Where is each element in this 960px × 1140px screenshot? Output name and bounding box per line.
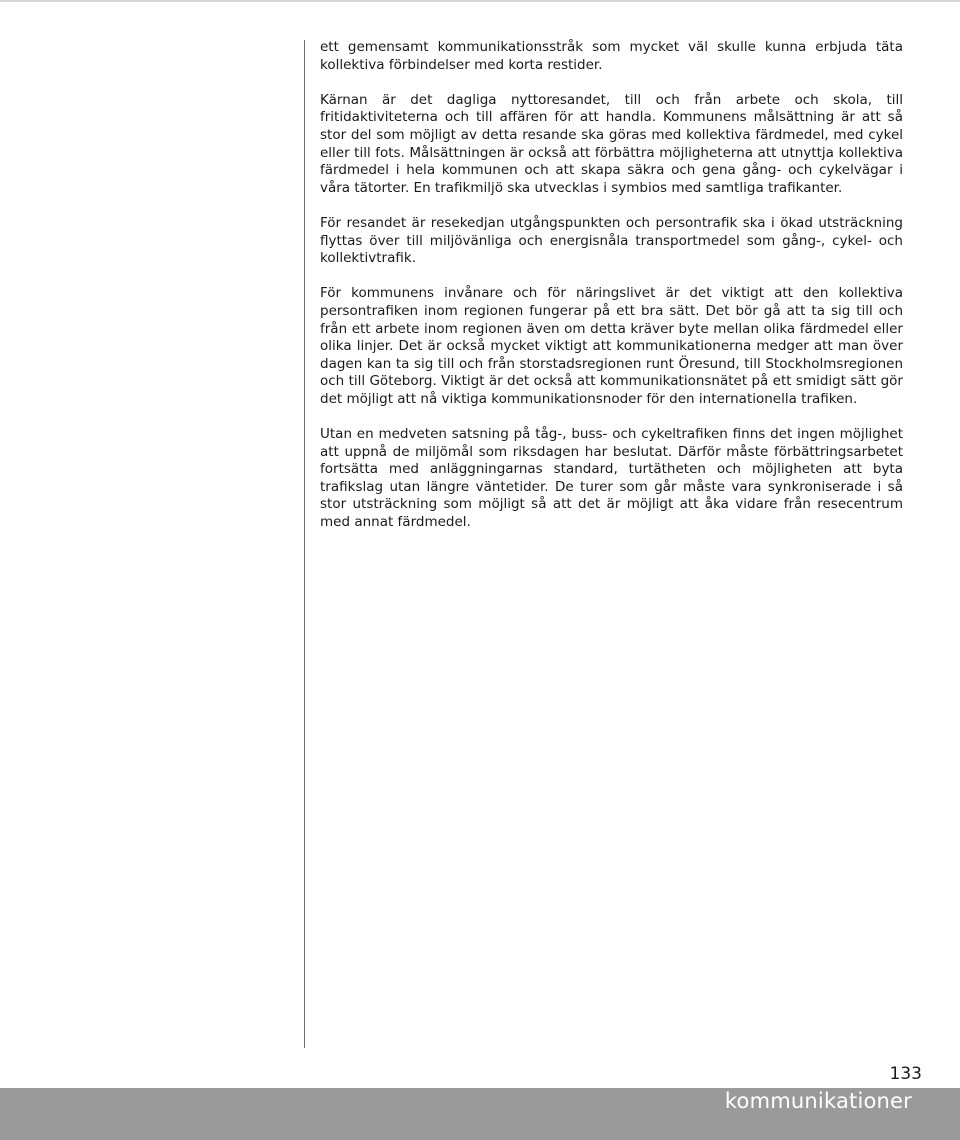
paragraph: För resandet är resekedjan utgångspunkten och persontrafik ska i ökad utsträckning flyttas över till miljövänliga och energisnåla transportmedel som gång-, cykel- och kollektivtrafik. — [320, 214, 903, 267]
paragraph: Utan en medveten satsning på tåg-, buss- och cykeltrafiken finns det ingen möjlighet att uppnå de miljömål som riksdagen har beslutat. Därför måste förbättringsarbetet fortsätta med anläggningarnas standard, turtätheten och möjligheten att byta trafikslag utan längre väntetider. De turer som går måste vara synkroniserade i så stor utsträckning som möjligt så att det är möjligt att åka vidare från resecentrum med annat färdmedel. — [320, 426, 903, 531]
page-number: 133 — [889, 1064, 922, 1084]
body-text — [320, 39, 903, 549]
top-border — [0, 0, 960, 2]
paragraph: Kärnan är det dagliga nyttoresandet, till och från arbete och skola, till fritidaktiviteterna och till affären för att handla. Kommunens målsättning är att så stor del som möjligt av detta resande ska göras med kollektiva färdmedel, med cykel eller till fots. Målsättningen är också att förbättra möjligheterna att utnyttja kollektiva färdmedel i hela kommunen och att skapa säkra och gena gång- och cykelvägar i våra tätorter. En trafikmiljö ska utvecklas i symbios med samtliga trafikanter. — [320, 91, 903, 196]
margin-rule — [304, 40, 305, 1048]
paragraph: För kommunens invånare och för näringslivet är det viktigt att den kollektiva persontrafiken inom regionen fungerar på ett bra sätt. Det bör gå att ta sig till och från ett arbete inom regionen även om detta kräver byte mellan olika färdmedel eller olika linjer. Det är också mycket viktigt att kommunikationerna medger att man över dagen kan ta sig till och från storstadsregionen runt Öresund, till Stockholmsregionen och till Göteborg. Viktigt är det också att kommunikationsnätet på ett smidigt sätt gör det möjligt att nå viktiga kommunikationsnoder för den internationella trafiken. — [320, 285, 903, 407]
section-title: kommunikationer — [724, 1089, 912, 1113]
paragraph: ett gemensamt kommunikationsstråk som mycket väl skulle kunna erbjuda täta kollektiva förbindelser med korta restider. — [320, 39, 903, 73]
